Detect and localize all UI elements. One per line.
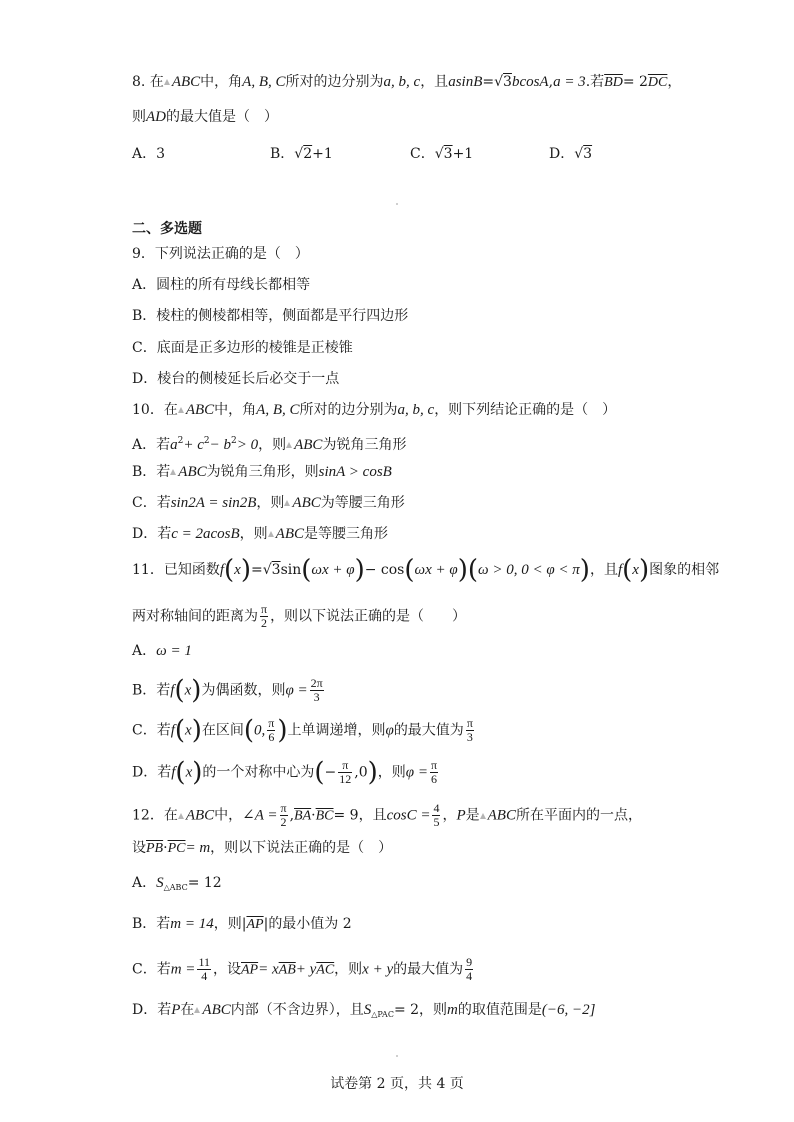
triangle-icon <box>268 531 274 537</box>
q11-option-d: D．若f(x)的一个对称中心为(− $\frac{\pi}{12}$ ,0)，则φ = $\frac{\pi}{6}$ <box>132 757 438 788</box>
q12-option-b: B．若m = 14，则$|\overline{AP}|$的最小值为 2 <box>132 916 352 932</box>
q12-stem-line2: 设$\overline{PB}\cdot\overline{PC}= m$，则以下说法正确的是（ ） <box>132 840 393 856</box>
q8-option-a: A．3 <box>132 146 166 162</box>
q11-stem-line2: 两对称轴间的距离为 $\frac{\pi}{2}$ ，则以下说法正确的是（ ） <box>132 602 467 630</box>
q10-option-c: C．若sin2A = sin2B，则 ABC为等腰三角形 <box>132 495 405 511</box>
fraction: $\frac{\pi}{2}$ <box>280 801 287 829</box>
fraction: $\frac{\pi}{2}$ <box>261 602 268 630</box>
scan-dot <box>396 1055 398 1057</box>
triangle-icon <box>284 500 290 506</box>
triangle-icon <box>178 407 184 413</box>
q11-option-a: A．ω = 1 <box>132 643 192 659</box>
triangle-icon <box>194 1007 200 1013</box>
triangle-icon <box>178 813 184 819</box>
fraction: $\frac{9}{4}$ <box>466 955 473 983</box>
q9-stem: 9．下列说法正确的是（ ） <box>132 246 309 262</box>
q10-option-d: D．若c = 2acosB，则 ABC是等腰三角形 <box>132 526 389 542</box>
q10-option-b: B．若 ABC为锐角三角形，则sinA > cosB <box>132 464 392 480</box>
triangle-icon <box>286 442 292 448</box>
q12-stem-line1: 12．在 ABC中，∠A = $\frac{\pi}{2}$ $,\overline{BA}\cdot\overline{BC}= 9$，且cosC = $\frac{4}{5}$ ，P是 ABC所在平面内的一点， <box>132 801 642 829</box>
triangle-icon <box>170 469 176 475</box>
q8-option-d: D．√3 <box>549 146 593 162</box>
fraction: $\frac{\pi}{6}$ <box>430 758 438 786</box>
q8-stem-line1: 8. 在 ABC中，角A, B, C所对的边分别为a, b, c，且asinB=√3bcosA,a = 3.若$\overline{BD}= 2\overline{DC}$， <box>132 74 682 90</box>
triangle-icon <box>480 813 486 819</box>
q8-stem-line2: 则AD的最大值是（ ） <box>132 109 278 125</box>
q11-option-c: C．若f(x)在区间(0, $\frac{\pi}{6}$ )上单调递增，则φ的最大值为 $\frac{\pi}{3}$ <box>132 715 473 746</box>
q8-option-c: C．√3+1 <box>410 146 474 162</box>
section-title: 二、多选题 <box>132 221 202 237</box>
q9-option-d: D．棱台的侧棱延长后必交于一点 <box>132 371 340 387</box>
q9-option-b: B．棱柱的侧棱都相等，侧面都是平行四边形 <box>132 308 409 324</box>
fraction: $\frac{11}{4}$ <box>198 955 210 983</box>
fraction: $\frac{\pi}{12}$ <box>339 758 352 786</box>
q8-option-b: B．√2+1 <box>270 146 333 162</box>
page-footer: 试卷第 2 页，共 4 页 <box>330 1076 464 1092</box>
q12-option-d: D．若P在 ABC内部（不含边界），且$S_{\triangle PAC}= 2$，则m的取值范围是(−6, −2] <box>132 1002 596 1019</box>
q9-option-c: C．底面是正多边形的棱锥是正棱锥 <box>132 340 353 356</box>
triangle-icon <box>164 79 170 85</box>
scan-dot <box>396 203 398 205</box>
fraction: $\frac{\pi}{6}$ <box>268 716 275 744</box>
q11-option-b: B．若f(x)为偶函数，则φ = $\frac{2\pi}{3}$ <box>132 675 323 706</box>
q10-stem: 10．在 ABC中，角A, B, C所对的边分别为a, b, c，则下列结论正确的是（ ） <box>132 402 617 418</box>
q9-option-a: A．圆柱的所有母线长都相等 <box>132 277 311 293</box>
q11-stem-line1: 11．已知函数f(x)=√3sin(ωx + φ)− cos(ωx + φ)(ω > 0, 0 < φ < π)，且f(x)图象的相邻 <box>132 555 720 585</box>
q12-option-c: C．若m = $\frac{11}{4}$ ，设$\overline{AP}= x\overline{AB}+ y\overline{AC}$，则x + y的最大值为 $\frac{9}{4}$ <box>132 955 473 983</box>
fraction: $\frac{4}{5}$ <box>433 801 440 829</box>
q12-option-a: A．$S_{\triangle ABC}= 12$ <box>132 875 222 892</box>
fraction: $\frac{2\pi}{3}$ <box>310 676 323 704</box>
fraction: $\frac{\pi}{3}$ <box>466 716 473 744</box>
q10-option-a: A．若$a^2+ c^2- b^2> 0$，则 ABC为锐角三角形 <box>132 436 407 453</box>
